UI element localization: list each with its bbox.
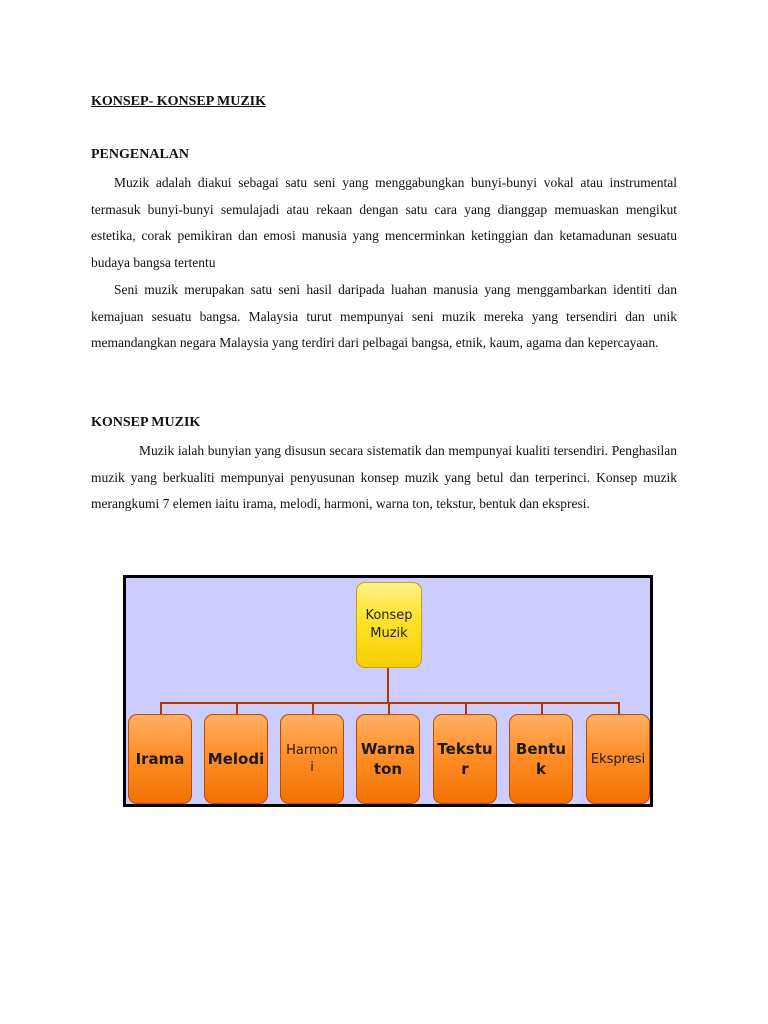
paragraph-pengenalan-2: Seni muzik merupakan satu seni hasil daripada luahan manusia yang menggambarkan identiti dan kemajuan sesuatu bangsa. Malaysia turut mempunyai seni muzik mereka yang tersendiri dan unik memandangkan negara Malaysia yang terdiri dari pelbagai bangsa, etnik, kaum, agama dan kepercayaan. — [91, 282, 677, 350]
paragraph-pengenalan-1: Muzik adalah diakui sebagai satu seni yang menggabungkan bunyi-bunyi vokal atau instrumental termasuk bunyi-bunyi semulajadi atau rekaan dengan satu cara yang dianggap memuaskan mengikut estetika, corak pemikiran dan emosi manusia yang mencerminkan ketinggian dan ketamadunan sesuatu budaya bangsa tertentu — [91, 175, 677, 270]
section-heading-konsep-muzik: KONSEP MUZIK — [91, 415, 201, 430]
node-harmoni: Harmon i — [280, 714, 344, 804]
node-warna-ton: Warna ton — [356, 714, 420, 804]
node-melodi: Melodi — [204, 714, 268, 804]
node-ekspresi: Ekspresi — [586, 714, 650, 804]
node-irama: Irama — [128, 714, 192, 804]
node-tekstur: Tekstu r — [433, 714, 497, 804]
concept-diagram — [123, 575, 653, 807]
section-heading-pengenalan: PENGENALAN — [91, 147, 190, 162]
node-konsep-muzik: Konsep Muzik — [356, 582, 422, 668]
connector-root-stem — [387, 667, 389, 703]
node-bentuk: Bentu k — [509, 714, 573, 804]
paragraph-konsep-muzik: Muzik ialah bunyian yang disusun secara sistematik dan mempunyai kualiti tersendiri. Penghasilan muzik yang berkualiti mempunyai penyusunan konsep muzik yang betul dan terperinci. Konsep muzik merangkumi 7 elemen iaitu irama, melodi, harmoni, warna ton, tekstur, bentuk dan ekspresi. — [91, 443, 677, 511]
page-title: KONSEP- KONSEP MUZIK — [91, 94, 267, 109]
